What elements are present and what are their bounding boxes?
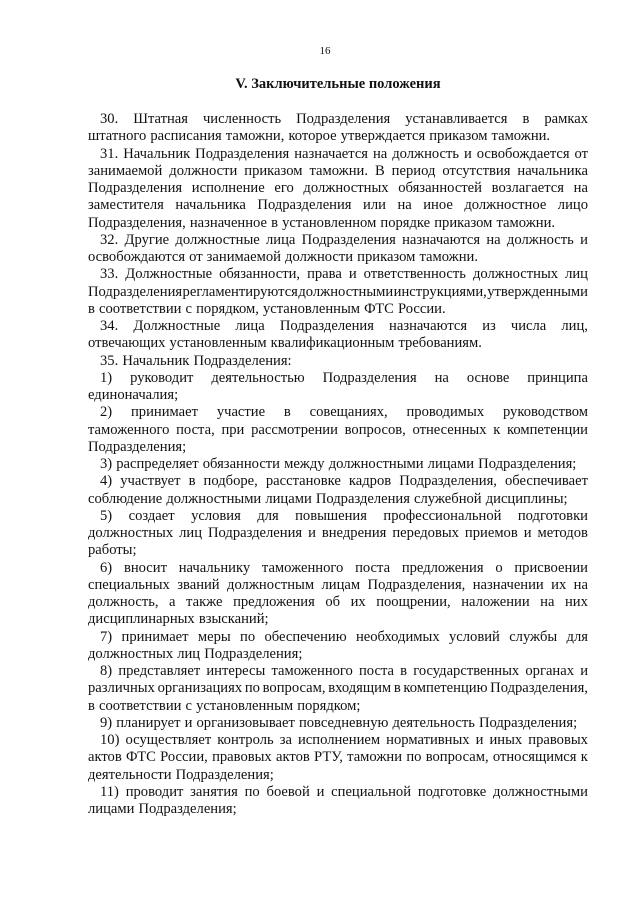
paragraph <box>88 456 588 473</box>
text-line: 30. Штатная численность Подразделения устанавливается в рамках <box>100 111 588 127</box>
paragraph <box>88 232 588 267</box>
text-line: штатного расписания таможни, которое утверждается приказом таможни. <box>88 128 551 145</box>
text-line: 32. Другие должностные лица Подразделения назначаются на должность и <box>100 231 588 248</box>
text-line: различных организациях по вопросам, входящим в компетенцию Подразделения, <box>88 680 588 697</box>
text-line: занимаемой должности приказом таможни. В период отсутствия начальника <box>88 162 588 179</box>
text-line: таможенного поста, при рассмотрении вопросов, отнесенных к компетенции <box>88 421 588 438</box>
paragraph <box>88 663 588 715</box>
paragraph <box>88 560 588 629</box>
paragraph <box>88 318 588 353</box>
document-body <box>88 111 588 818</box>
text-line: Подразделения, назначенное в установленном порядке приказом таможни. <box>88 214 556 231</box>
text-line: единоначалия; <box>88 387 179 403</box>
text-line: 4) участвует в подборе, расстановке кадров Подразделения, обеспечивает <box>100 473 588 490</box>
text-line: лицами Подразделения; <box>88 801 237 817</box>
text-line: 9) планирует и организовывает повседневную деятельность Подразделения; <box>100 714 578 731</box>
text-line: актов ФТС России, правовых актов РТУ, таможни по вопросам, относящимся к <box>88 749 588 766</box>
text-line: Подразделения исполнение его должностных обязанностей возлагается на <box>88 180 588 196</box>
text-line: работы; <box>88 542 137 559</box>
text-line: 3) распределяет обязанности между должностными лицами Подразделения; <box>100 456 577 472</box>
text-line: в соответствии с установленным порядком; <box>88 697 361 714</box>
text-line: 6) вносит начальнику таможенного поста предложения о присвоении <box>100 559 588 576</box>
text-line: 31. Начальник Подразделения назначается на должность и освобождается от <box>100 145 588 162</box>
paragraph <box>88 353 588 370</box>
text-line: 7) принимает меры по обеспечению необходимых условий службы для <box>100 628 588 645</box>
text-line: 2) принимает участие в совещаниях, проводимых руководством <box>100 404 588 421</box>
text-line: 8) представляет интересы таможенного поста в государственных органах и <box>100 663 588 679</box>
text-line: 1) руководит деятельностью Подразделения на основе принципа <box>100 369 588 386</box>
text-line: соблюдение должностными лицами Подразделения служебной дисциплины; <box>88 490 568 507</box>
text-line: Подразделения; <box>88 438 187 455</box>
text-line: заместителя начальника Подразделения или на иное должностное лицо <box>88 197 588 214</box>
paragraph <box>88 715 588 732</box>
text-line: 33. Должностные обязанности, права и ответственность должностных лиц <box>100 266 588 283</box>
text-line: в соответствии с порядком, установленным ФТС России. <box>88 300 446 317</box>
paragraph <box>88 732 588 784</box>
text-line: должность, а также предложения об их поощрении, наложении на них <box>88 594 588 610</box>
text-line: отвечающих установленным квалификационным требованиям. <box>88 335 482 352</box>
text-line: должностных лиц Подразделения; <box>88 645 303 662</box>
paragraph <box>88 146 588 232</box>
text-line: дисциплинарных взысканий; <box>88 611 269 628</box>
text-line: 10) осуществляет контроль за исполнением нормативных и иных правовых <box>100 732 588 748</box>
paragraph <box>88 266 588 318</box>
paragraph <box>88 370 588 405</box>
page-number: 16 <box>319 45 331 57</box>
paragraph <box>88 473 588 508</box>
text-line: 5) создает условия для повышения профессиональной подготовки <box>100 507 588 524</box>
text-line: Подразделения регламентируются должностными инструкциями, утвержденными <box>88 283 588 300</box>
paragraph <box>88 784 588 819</box>
paragraph <box>88 404 588 456</box>
text-line: деятельности Подразделения; <box>88 766 274 783</box>
paragraph <box>88 508 588 560</box>
text-line: специальных званий должностным лицам Подразделения, назначении их на <box>88 576 588 593</box>
section-title: V. Заключительные положения <box>235 76 441 92</box>
text-line: 11) проводит занятия по боевой и специальной подготовке должностными <box>100 783 588 800</box>
paragraph <box>88 111 588 146</box>
text-line: должностных лиц Подразделения и внедрения передовых приемов и методов <box>88 525 588 541</box>
text-line: 34. Должностные лица Подразделения назначаются из числа лиц, <box>100 318 588 334</box>
text-line: 35. Начальник Подразделения: <box>100 352 292 369</box>
text-line: освобождаются от занимаемой должности приказом таможни. <box>88 249 478 265</box>
paragraph <box>88 629 588 664</box>
